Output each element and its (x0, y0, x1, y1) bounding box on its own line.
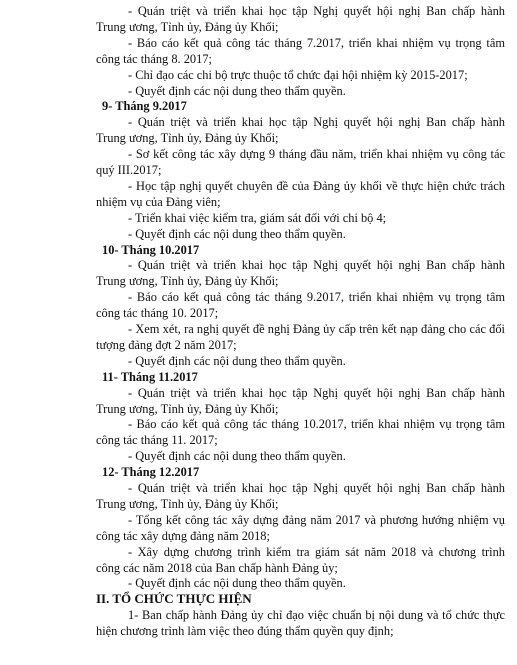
list-item-line: - Xem xét, ra nghị quyết đề nghị Đảng ủy cấp trên kết nạp đảng cho các đối (128, 322, 505, 336)
paragraph-continuation: nhiệm vụ của Đảng viên; (96, 194, 221, 209)
paragraph-continuation: công các năm 2018 của Ban chấp hành Đảng ủy; (96, 560, 338, 575)
list-item-line: - Quán triệt và triển khai học tập Nghị quyết hội nghị Ban chấp hành (128, 258, 505, 273)
paragraph-continuation: công tác tháng 10. 2017; (96, 306, 219, 321)
list-item-line: - Quyết định các nội dung theo thẩm quyền. (128, 449, 346, 464)
paragraph-continuation: quý III.2017; (96, 163, 162, 177)
list-item-line: - Báo cáo kết quả công tác tháng 9.2017, triển khai nhiệm vụ trọng tâm (128, 290, 505, 305)
month-heading: 10- Tháng 10.2017 (102, 242, 200, 257)
paragraph-continuation: Trung ương, Tỉnh ủy, Đảng ủy Khối; (96, 131, 279, 146)
month-heading: 12- Tháng 12.2017 (102, 465, 200, 480)
list-item-line: - Quyết định các nội dung theo thẩm quyền. (128, 353, 346, 368)
list-item-line: - Quán triệt và triển khai học tập Nghị quyết hội nghị Ban chấp hành (128, 115, 505, 130)
list-item-line: - Sơ kết công tác xây dựng 9 tháng đầu năm, triển khai nhiệm vụ công tác (128, 147, 505, 162)
list-item-line: - Quyết định các nội dung theo thẩm quyền. (128, 576, 346, 591)
list-item-line: - Quán triệt và triển khai học tập Nghị quyết hội nghị Ban chấp hành (128, 4, 505, 18)
list-item-line: - Báo cáo kết quả công tác tháng 7.2017, triển khai nhiệm vụ trọng tâm (128, 35, 505, 50)
list-item-line: - Quyết định các nội dung theo thẩm quyền. (128, 83, 346, 98)
list-item-line: - Quán triệt và triển khai học tập Nghị quyết hội nghị Ban chấp hành (128, 385, 505, 400)
section-heading: II. TỔ CHỨC THỰC HIỆN (96, 591, 252, 607)
paragraph-continuation: công tác tháng 8. 2017; (96, 51, 212, 66)
list-item-line: - Học tập nghị quyết chuyên đề của Đảng ủy khối về thực hiện chức trách (128, 178, 505, 193)
paragraph-continuation: tượng đảng đợt 2 năm 2017; (96, 337, 237, 352)
list-item-line: - Tổng kết công tác xây dựng đảng năm 2017 và phương hướng nhiệm vụ (128, 512, 505, 527)
list-item-line: - Quyết định các nội dung theo thẩm quyền. (128, 226, 346, 241)
list-item-line: - Báo cáo kết quả công tác tháng 10.2017, triển khai nhiệm vụ trọng tâm (128, 417, 505, 432)
paragraph-continuation: Trung ương, Tỉnh ủy, Đảng ủy Khối; (96, 496, 279, 511)
list-item-line: - Xây dựng chương trình kiểm tra giám sát năm 2018 và chương trình (128, 544, 505, 559)
list-item-line: 1- Ban chấp hành Đảng ủy chỉ đạo việc chuẩn bị nội dung và tổ chức thực (128, 608, 505, 623)
paragraph-continuation: công tác xây dựng đảng năm 2018; (96, 528, 270, 543)
paragraph-continuation: công tác tháng 11. 2017; (96, 433, 218, 448)
month-heading: 9- Tháng 9.2017 (102, 99, 187, 114)
paragraph-continuation: Trung ương, Tỉnh ủy, Đảng ủy Khối; (96, 401, 279, 416)
paragraph-continuation: Trung ương, Tỉnh ủy, Đảng ủy Khối; (96, 274, 279, 289)
month-heading: 11- Tháng 11.2017 (102, 369, 198, 384)
paragraph-continuation: Trung ương, Tỉnh ủy, Đảng ủy Khối; (96, 19, 279, 34)
paragraph-continuation: hiện chương trình làm việc theo đúng thẩm quyền quy định; (96, 624, 394, 639)
list-item-line: - Quán triệt và triển khai học tập Nghị quyết hội nghị Ban chấp hành (128, 481, 505, 495)
list-item-line: - Chỉ đạo các chi bộ trực thuộc tổ chức đại hội nhiệm kỳ 2015-2017; (128, 67, 468, 82)
list-item-line: - Triển khai việc kiểm tra, giám sát đối với chi bộ 4; (128, 210, 387, 225)
